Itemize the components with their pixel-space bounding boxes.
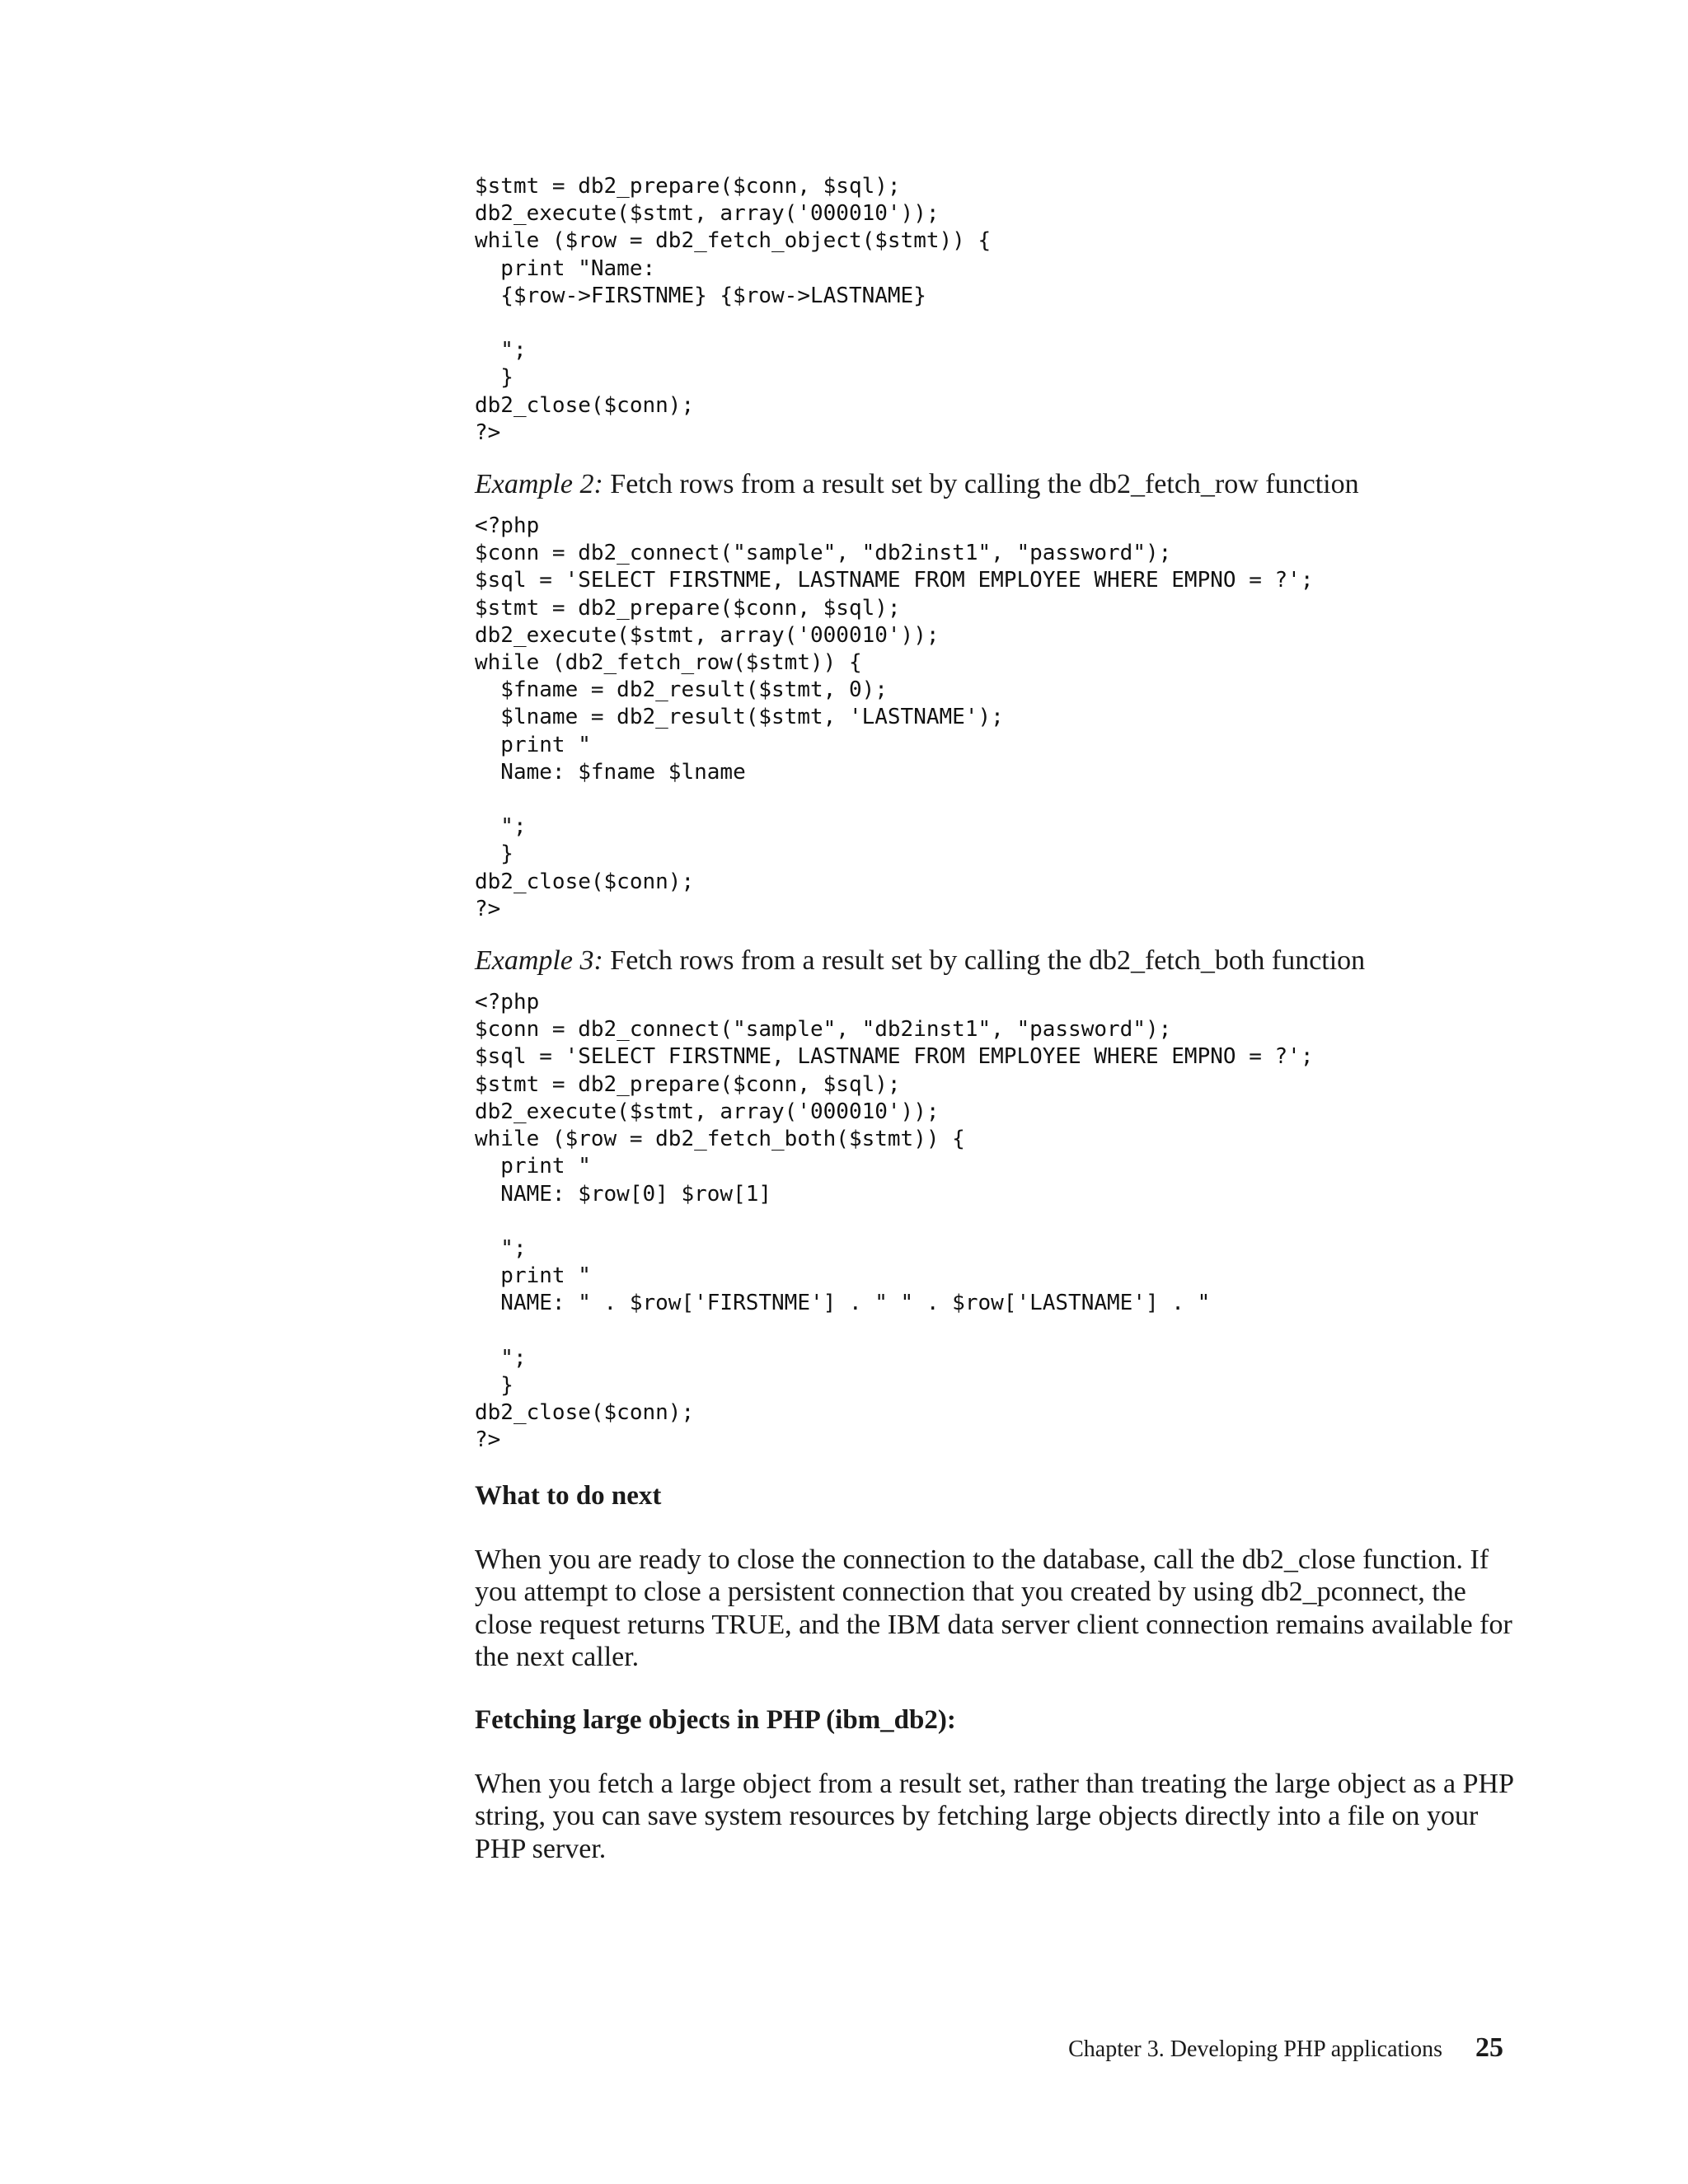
example-2-label: Example 2: xyxy=(475,469,603,500)
page-number: 25 xyxy=(1475,2032,1503,2063)
footer-chapter-title: Chapter 3. Developing PHP applications xyxy=(1068,2036,1442,2062)
section-paragraph-what-to-do-next: When you are ready to close the connection to the database, call the db2_close function. If you attempt to close a persistent connection that you created by using db2_pconnect, the close request returns TRUE, and the IBM data server client connection remains available for the next caller. xyxy=(475,1544,1512,1673)
page-content xyxy=(475,173,1513,1895)
section-heading-fetching-large-objects: Fetching large objects in PHP (ibm_db2): xyxy=(475,1704,956,1735)
example-2-text: Fetch rows from a result set by calling the db2_fetch_row function xyxy=(603,469,1359,500)
section-heading-what-to-do-next: What to do next xyxy=(475,1480,662,1511)
example-3-text: Fetch rows from a result set by calling the db2_fetch_both function xyxy=(603,945,1366,977)
code-block-example-3: <?php $conn = db2_connect("sample", "db2inst1", "password"); $sql = 'SELECT FIRSTNME, LASTNAME FROM EMPLOYEE WHERE EMPNO = ?'; $stmt = db2_prepare($conn, $sql); db2_execute($stmt, array('000010')); while ($row = db2_fetch_both($stmt)) { print " NAME: $row[0] $row[1] "; print " NAME: " . $row['FIRSTNME'] . " " . $row['LASTNAME'] . " "; } db2_close($conn); ?> xyxy=(475,990,1314,1453)
code-block-example-1-tail: $stmt = db2_prepare($conn, $sql); db2_execute($stmt, array('000010')); while ($row = db2_fetch_object($stmt)) { print "Name: {$row->FIRSTNME} {$row->LASTNAME} "; } db2_close($conn); ?> xyxy=(475,174,992,445)
example-2-caption xyxy=(475,468,1513,501)
code-block-example-2: <?php $conn = db2_connect("sample", "db2inst1", "password"); $sql = 'SELECT FIRSTNME, LASTNAME FROM EMPLOYEE WHERE EMPNO = ?'; $stmt = db2_prepare($conn, $sql); db2_execute($stmt, array('000010')); while (db2_fetch_row($stmt)) { $fname = db2_result($stmt, 0); $lname = db2_result($stmt, 'LASTNAME'); print " Name: $fname $lname "; } db2_close($conn); ?> xyxy=(475,513,1314,921)
section-paragraph-fetching-large-objects: When you fetch a large object from a result set, rather than treating the large object as a PHP string, you can save system resources by fetching large objects directly into a file on your PHP server. xyxy=(475,1768,1513,1864)
page-footer xyxy=(1068,2032,1503,2064)
example-3-caption xyxy=(475,944,1513,977)
example-3-label: Example 3: xyxy=(475,945,603,977)
